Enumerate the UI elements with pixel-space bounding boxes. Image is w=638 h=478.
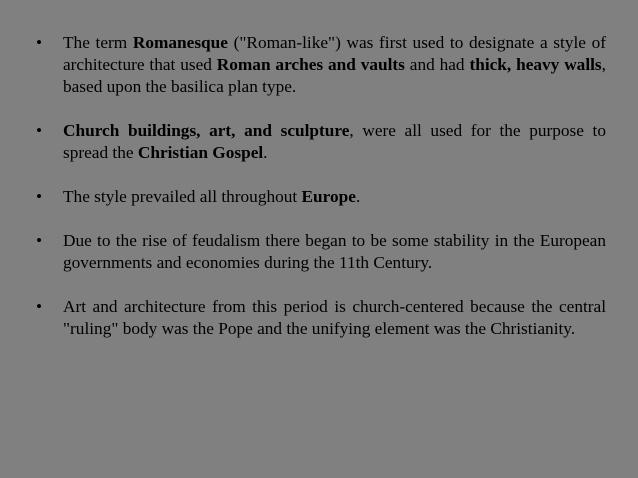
- bold-text-run: Roman arches and vaults: [216, 55, 405, 74]
- bullet-point-icon: •: [36, 187, 43, 206]
- bullet-item: [36, 296, 606, 340]
- bullet-text: [63, 297, 606, 338]
- bullet-point-icon: •: [36, 121, 43, 140]
- bullet-text: [63, 121, 606, 162]
- bullet-text: [63, 231, 606, 272]
- text-run: Due to the rise of feudalism there began to be some stability in the European governments and economies during the 11th Century.: [63, 231, 606, 272]
- text-run: and had: [404, 55, 470, 74]
- text-run: Art and architecture from this period is church-centered because the central "ruling" body was the Pope and the unifying element was the Christianity.: [63, 297, 606, 338]
- bold-text-run: Romanesque: [132, 33, 228, 52]
- bold-text-run: thick, heavy walls: [469, 55, 602, 74]
- text-run: .: [355, 187, 361, 206]
- bullet-point-icon: •: [36, 297, 43, 316]
- text-run: The term: [63, 33, 133, 52]
- bullet-item: [36, 32, 606, 98]
- bold-text-run: Christian Gospel: [137, 143, 264, 162]
- text-run: ("Roman-like") was first used to designate a style of architecture that used: [63, 33, 606, 74]
- bullet-text: [63, 187, 360, 206]
- bullet-text: [63, 33, 606, 96]
- text-run: .: [263, 143, 268, 162]
- bullet-item: [36, 120, 606, 164]
- bullet-item: [36, 230, 606, 274]
- bold-text-run: Europe: [301, 187, 356, 206]
- bullet-list: [36, 32, 606, 340]
- bullet-point-icon: •: [36, 33, 43, 52]
- bullet-point-icon: •: [36, 231, 43, 250]
- text-run: , based upon the basilica plan type.: [63, 55, 606, 96]
- text-run: The style prevailed all throughout: [63, 187, 302, 206]
- bullet-item: [36, 186, 606, 208]
- bold-text-run: Church buildings, art, and sculpture: [63, 121, 350, 140]
- text-run: , were all used for the purpose to spread the: [63, 121, 606, 162]
